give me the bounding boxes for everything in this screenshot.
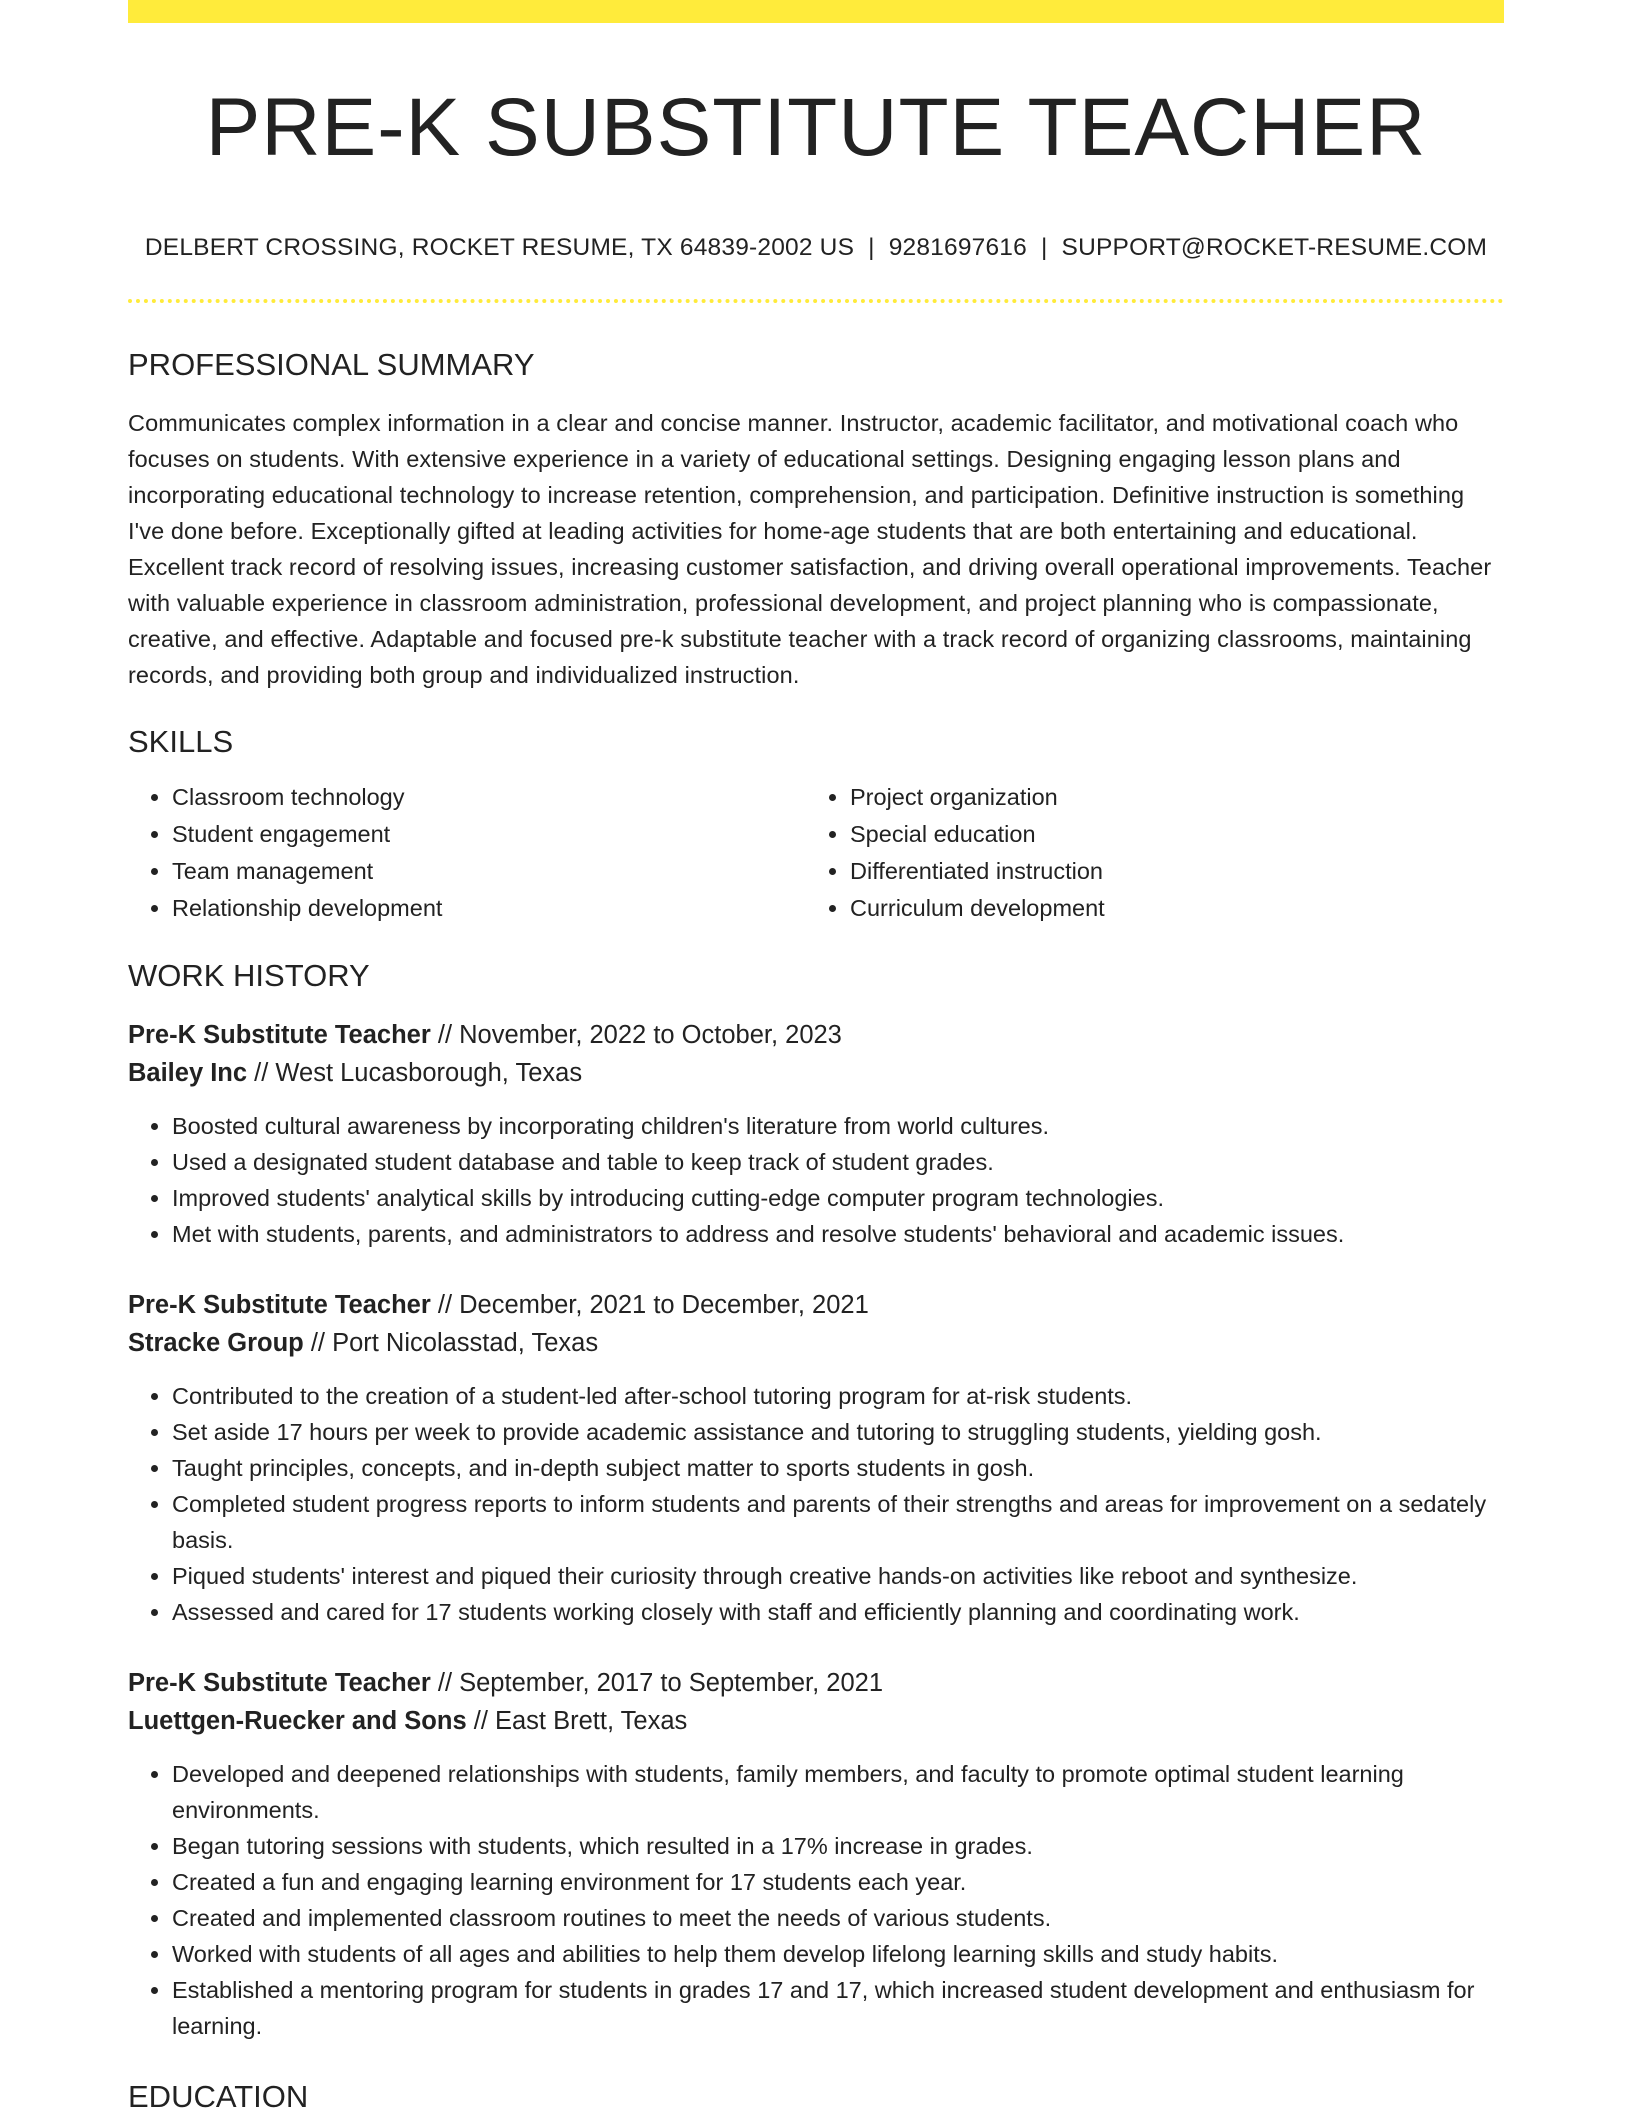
job-bullets (128, 1108, 1504, 1252)
contact-email: SUPPORT@ROCKET-RESUME.COM (1061, 234, 1488, 262)
skill-item: • Relationship development (172, 890, 806, 927)
job-dates: // December, 2021 to December, 2021 (437, 1291, 869, 1320)
skills-heading: SKILLS (128, 723, 234, 759)
job-entry (128, 1286, 1504, 1630)
job-title-line (128, 1286, 1504, 1324)
job-company-line (128, 1324, 1504, 1363)
job-title-line (128, 1016, 1504, 1054)
job-location: // West Lucasborough, Texas (254, 1059, 583, 1088)
contact-address: DELBERT CROSSING, ROCKET RESUME, TX 64839-2002 US (144, 234, 855, 262)
skills-list (128, 779, 1504, 927)
job-bullet: • Set aside 17 hours per week to provide academic assistance and tutoring to struggling students, yielding gosh. (172, 1414, 1504, 1450)
contact-separator: | (1040, 234, 1048, 262)
job-bullet: • Improved students' analytical skills by introducing cutting-edge computer program technologies. (172, 1180, 1504, 1216)
work-history-heading: WORK HISTORY (128, 957, 370, 993)
summary-heading: PROFESSIONAL SUMMARY (128, 347, 535, 383)
contact-phone: 9281697616 (888, 234, 1027, 262)
job-dates: // November, 2022 to October, 2023 (437, 1021, 842, 1050)
skill-item: • Project organization (850, 779, 1484, 816)
resume-content (128, 0, 1504, 2115)
accent-bar (128, 0, 1504, 23)
job-bullet: • Created and implemented classroom routines to meet the needs of various students. (172, 1900, 1504, 1936)
contact-line (128, 233, 1504, 262)
job-bullet: • Completed student progress reports to inform students and parents of their strengths and areas for improvement on a sedately basis. (172, 1486, 1504, 1558)
job-bullet: • Met with students, parents, and administrators to address and resolve students' behavioral and academic issues. (172, 1216, 1504, 1252)
education-heading: EDUCATION (128, 2079, 309, 2115)
job-company-line (128, 1054, 1504, 1093)
job-bullets (128, 1756, 1504, 2044)
job-title-line (128, 1664, 1504, 1702)
job-company-line (128, 1702, 1504, 1741)
job-location: // Port Nicolasstad, Texas (310, 1329, 599, 1358)
summary-text: Communicates complex information in a clear and concise manner. Instructor, academic facilitator, and motivational coach who focuses on students. With extensive experience in a variety of educational settings. Designing engaging lesson plans and incorporating educational technology to increase retention, comprehension, and participation. Definitive instruction is something I've done before. Exceptionally gifted at leading activities for home-age students that are both entertaining and educational. Excellent track record of resolving issues, increasing customer satisfaction, and driving overall operational improvements. Teacher with valuable experience in classroom administration, professional development, and project planning who is compassionate, creative, and effective. Adaptable and focused pre-k substitute teacher with a track record of organizing classrooms, maintaining records, and providing both group and individualized instruction. (128, 409, 1492, 688)
job-company: Stracke Group (128, 1329, 304, 1358)
job-bullet: • Used a designated student database and table to keep track of student grades. (172, 1144, 1504, 1180)
job-bullet: • Created a fun and engaging learning environment for 17 students each year. (172, 1864, 1504, 1900)
contact-separator: | (868, 234, 875, 262)
job-entry (128, 1664, 1504, 2044)
skill-item: • Classroom technology (172, 779, 806, 816)
job-bullet: • Established a mentoring program for students in grades 17 and 17, which increased student development and enthusiasm for learning. (172, 1972, 1504, 2044)
job-title: Pre-K Substitute Teacher (128, 1021, 431, 1050)
job-bullet: • Assessed and cared for 17 students working closely with staff and efficiently planning and coordinating work. (172, 1594, 1504, 1630)
skill-item: • Special education (850, 816, 1484, 853)
job-title: Pre-K Substitute Teacher (128, 1291, 431, 1320)
job-bullet: • Began tutoring sessions with students, which resulted in a 17% increase in grades. (172, 1828, 1504, 1864)
page-title: PRE-K SUBSTITUTE TEACHER (205, 82, 1427, 173)
job-company: Bailey Inc (128, 1059, 248, 1088)
job-bullet: • Worked with students of all ages and abilities to help them develop lifelong learning skills and study habits. (172, 1936, 1504, 1972)
job-dates: // September, 2017 to September, 2021 (437, 1669, 884, 1698)
job-title: Pre-K Substitute Teacher (128, 1669, 431, 1698)
job-bullets (128, 1378, 1504, 1630)
dotted-divider (128, 299, 1504, 303)
job-bullet: • Contributed to the creation of a student-led after-school tutoring program for at-risk students. (172, 1378, 1504, 1414)
job-bullet: • Taught principles, concepts, and in-depth subject matter to sports students in gosh. (172, 1450, 1504, 1486)
job-bullet: • Developed and deepened relationships with students, family members, and faculty to promote optimal student learning environments. (172, 1756, 1504, 1828)
skill-item: • Curriculum development (850, 890, 1484, 927)
job-entry (128, 1016, 1504, 1252)
job-bullet: • Piqued students' interest and piqued their curiosity through creative hands-on activities like reboot and synthesize. (172, 1558, 1504, 1594)
skill-item: • Team management (172, 853, 806, 890)
skills-column-right (806, 779, 1484, 927)
job-location: // East Brett, Texas (473, 1707, 688, 1736)
skills-column-left (128, 779, 806, 927)
skill-item: • Student engagement (172, 816, 806, 853)
job-company: Luettgen-Ruecker and Sons (128, 1707, 467, 1736)
job-bullet: • Boosted cultural awareness by incorporating children's literature from world cultures. (172, 1108, 1504, 1144)
skill-item: • Differentiated instruction (850, 853, 1484, 890)
